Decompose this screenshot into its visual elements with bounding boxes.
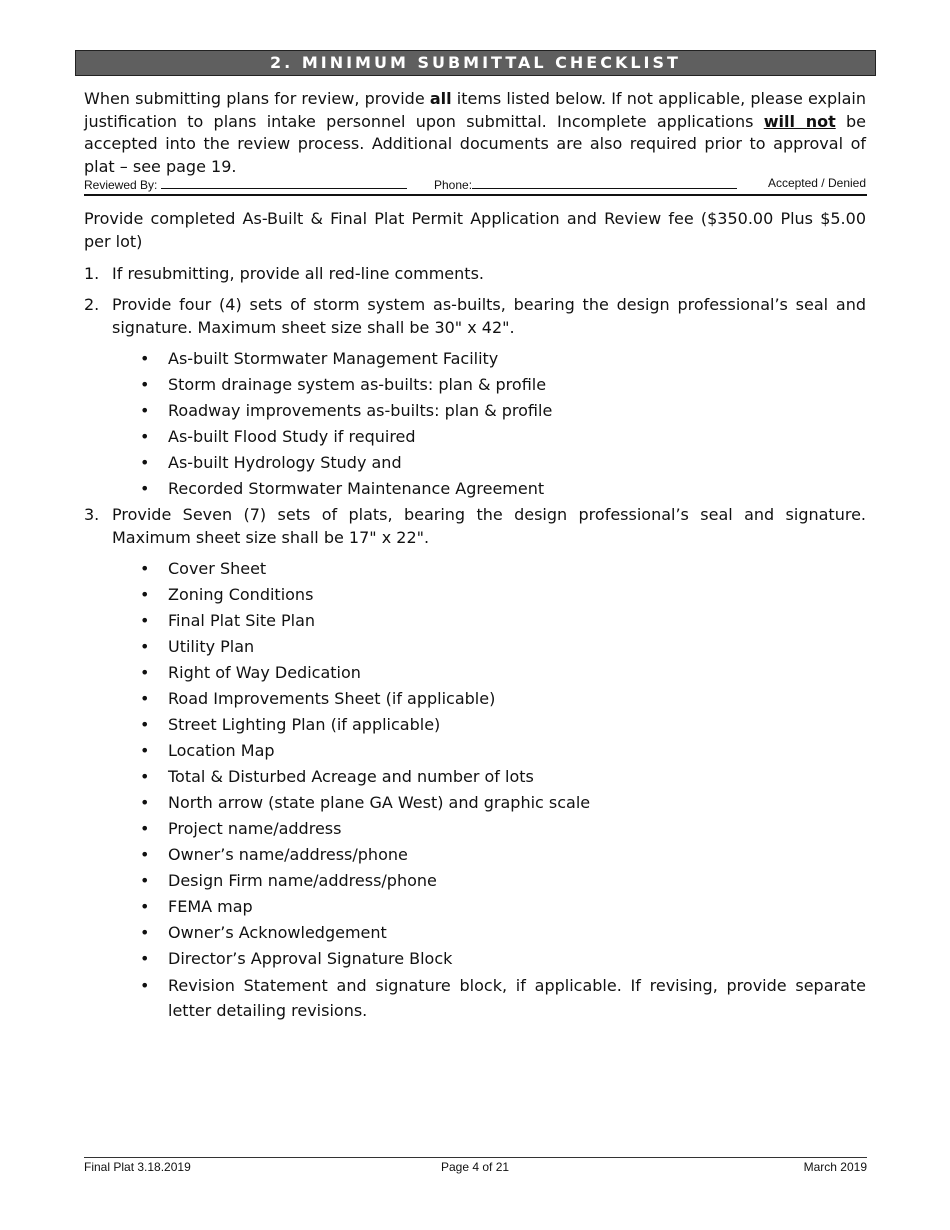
footer-doc-name: Final Plat 3.18.2019 — [84, 1160, 191, 1174]
storm-bullet-list — [140, 347, 866, 503]
bullet: • — [140, 976, 150, 995]
list-item — [140, 399, 866, 425]
list-item — [140, 869, 866, 895]
list-item-text: As-built Flood Study if required — [168, 427, 416, 446]
list-item — [140, 687, 866, 713]
intro-text-1: When submitting plans for review, provide — [84, 89, 430, 108]
list-item — [140, 739, 866, 765]
reviewed-by — [84, 176, 407, 192]
bullet: • — [140, 715, 150, 734]
reviewed-by-blank — [161, 176, 407, 189]
list-item — [140, 425, 866, 451]
list-item — [140, 661, 866, 687]
item-number: 3. — [84, 505, 100, 524]
list-item — [140, 921, 866, 947]
item-text: Provide four (4) sets of storm system as-builts, bearing the design professional’s seal and signature. Maximum sheet size shall be 30" x 42". — [112, 295, 866, 337]
list-item-text: Total & Disturbed Acreage and number of lots — [168, 767, 534, 786]
item-number: 2. — [84, 295, 100, 314]
bullet: • — [140, 637, 150, 656]
bullet: • — [140, 819, 150, 838]
list-item-text: Project name/address — [168, 819, 342, 838]
list-item — [140, 373, 866, 399]
list-item-text: Cover Sheet — [168, 559, 267, 578]
footer-date: March 2019 — [803, 1160, 867, 1174]
list-item — [140, 973, 866, 1023]
list-item-text: Right of Way Dedication — [168, 663, 361, 682]
intro-text-2: items listed below. If not applicable, please explain justification to plans intake personnel upon submittal. Incomplete applications — [84, 89, 866, 131]
list-item — [140, 895, 866, 921]
item-number: 1. — [84, 264, 100, 283]
bullet: • — [140, 949, 150, 968]
bullet: • — [140, 453, 150, 472]
list-item — [140, 451, 866, 477]
list-item — [140, 557, 866, 583]
fee-paragraph: Provide completed As-Built & Final Plat Permit Application and Review fee ($350.00 Plus $5.00 per lot) — [84, 209, 866, 251]
item-text: If resubmitting, provide all red-line comments. — [112, 264, 484, 283]
divider — [84, 194, 867, 196]
bullet: • — [140, 741, 150, 760]
footer-divider — [84, 1157, 867, 1158]
list-item-text: Zoning Conditions — [168, 585, 314, 604]
bullet: • — [140, 559, 150, 578]
review-line — [84, 176, 866, 193]
phone — [434, 176, 737, 192]
plat-bullet-list — [140, 557, 866, 1023]
bullet: • — [140, 923, 150, 942]
list-item-text: Recorded Stormwater Maintenance Agreement — [168, 479, 545, 498]
bullet: • — [140, 897, 150, 916]
reviewed-by-label: Reviewed By: — [84, 178, 158, 192]
page-footer — [84, 1160, 867, 1176]
accepted-denied: Accepted / Denied — [767, 176, 866, 190]
phone-blank — [472, 176, 737, 189]
list-item — [140, 765, 866, 791]
bullet: • — [140, 663, 150, 682]
list-item-text: Final Plat Site Plan — [168, 611, 316, 630]
list-item-text: Director’s Approval Signature Block — [168, 949, 453, 968]
list-item-text: Location Map — [168, 741, 275, 760]
list-item — [140, 347, 866, 373]
list-item-text: Revision Statement and signature block, if applicable. If revising, provide separate letter detailing revisions. — [168, 976, 866, 1020]
list-item-text: FEMA map — [168, 897, 253, 916]
bullet: • — [140, 793, 150, 812]
list-item-text: Roadway improvements as-builts: plan & profile — [168, 401, 553, 420]
bullet: • — [140, 611, 150, 630]
list-item-text: As-built Stormwater Management Facility — [168, 349, 499, 368]
footer-page-number: Page 4 of 21 — [441, 1160, 510, 1174]
list-item-text: As-built Hydrology Study and — [168, 453, 402, 472]
list-item-text: Design Firm name/address/phone — [168, 871, 437, 890]
bullet: • — [140, 689, 150, 708]
bullet: • — [140, 767, 150, 786]
list-item-text: Street Lighting Plan (if applicable) — [168, 715, 441, 734]
intro-paragraph — [84, 88, 866, 178]
phone-label: Phone: — [434, 178, 473, 192]
list-item — [140, 583, 866, 609]
list-item-text: Road Improvements Sheet (if applicable) — [168, 689, 496, 708]
item-text: Provide Seven (7) sets of plats, bearing the design professional’s seal and signature. Maximum sheet size shall be 17" x 22". — [112, 505, 866, 547]
intro-text-3: be accepted into the review process. Additional documents are also required prior to approval of plat – see page 19. — [84, 111, 866, 176]
section-title: 2. MINIMUM SUBMITTAL CHECKLIST — [75, 50, 876, 76]
bullet: • — [140, 479, 150, 498]
bullet: • — [140, 401, 150, 420]
list-item — [140, 635, 866, 661]
checklist-item-3 — [84, 503, 866, 549]
bullet: • — [140, 845, 150, 864]
list-item — [140, 713, 866, 739]
bullet: • — [140, 427, 150, 446]
list-item — [140, 947, 866, 973]
list-item — [140, 609, 866, 635]
list-item-text: Storm drainage system as-builts: plan & profile — [168, 375, 547, 394]
list-item — [140, 791, 866, 817]
list-item-text: Owner’s name/address/phone — [168, 845, 408, 864]
bullet: • — [140, 349, 150, 368]
checklist-item-1 — [84, 262, 866, 285]
bullet: • — [140, 375, 150, 394]
list-item-text: Utility Plan — [168, 637, 255, 656]
bullet: • — [140, 871, 150, 890]
intro-bold-all: all — [429, 89, 452, 108]
list-item-text: North arrow (state plane GA West) and graphic scale — [168, 793, 591, 812]
list-item — [140, 843, 866, 869]
list-item — [140, 477, 866, 503]
intro-will-not: will not — [763, 111, 836, 131]
list-item — [140, 817, 866, 843]
list-item-text: Owner’s Acknowledgement — [168, 923, 387, 942]
bullet: • — [140, 585, 150, 604]
checklist-item-2 — [84, 293, 866, 339]
